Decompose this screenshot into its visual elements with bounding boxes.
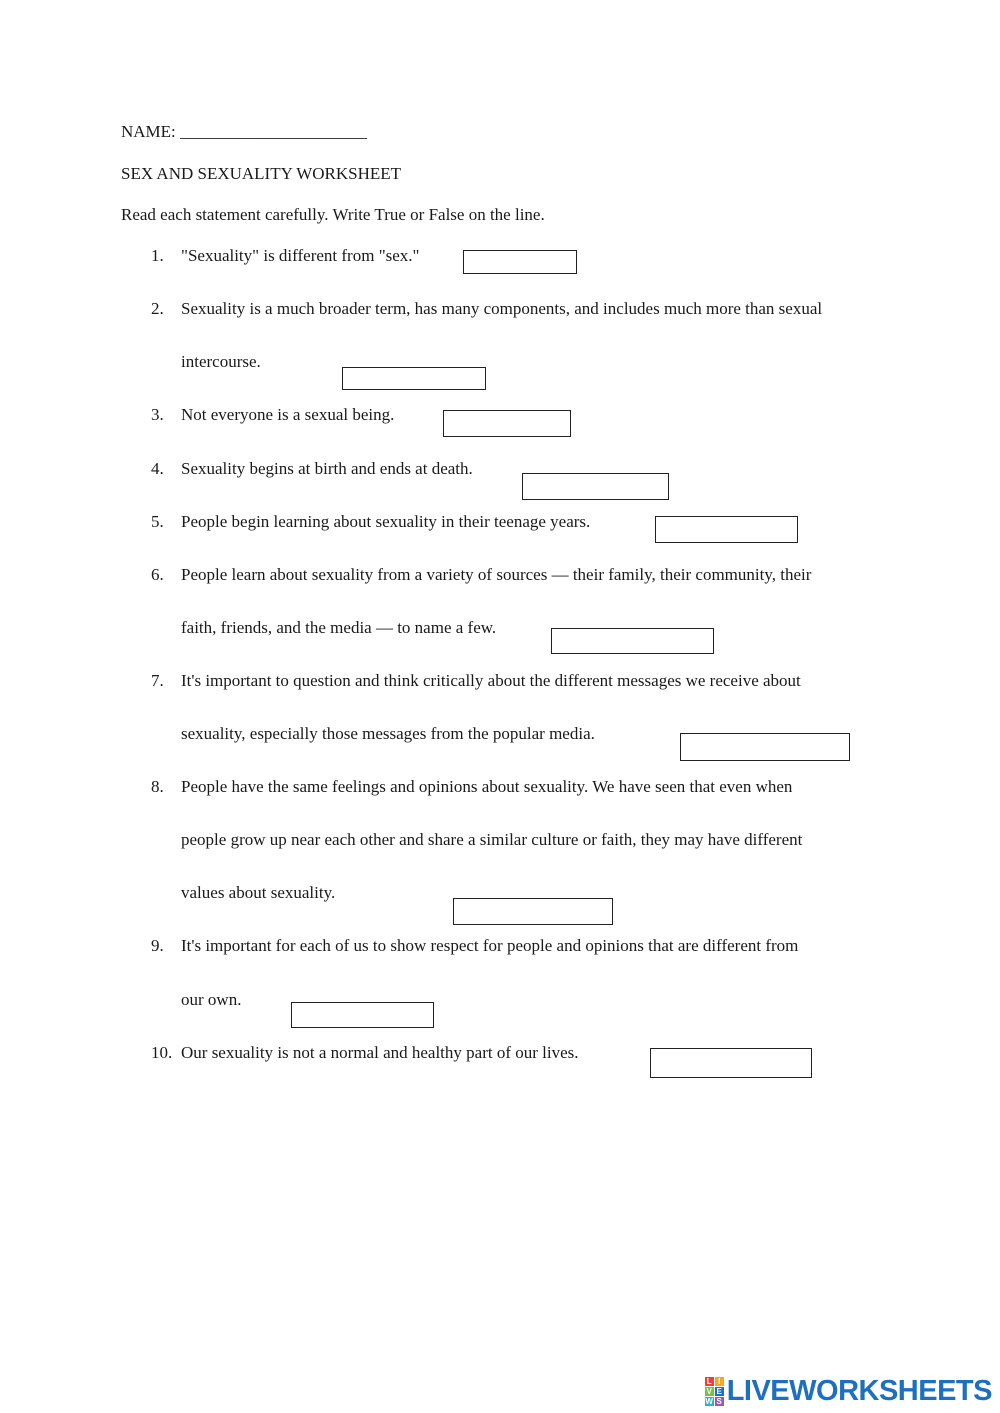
question-10-text: Our sexuality is not a normal and healthy part of our lives. [181,1043,579,1062]
question-2-text-line-2: intercourse. [181,352,261,371]
question-number: 8. [151,777,164,796]
question-number: 6. [151,565,164,584]
question-7-text-line-1: It's important to question and think critically about the different messages we receive about [181,671,801,690]
answer-box-6[interactable] [551,628,714,654]
question-9-text-line-2: our own. [181,990,242,1009]
question-6-text-line-1: People learn about sexuality from a variety of sources — their family, their community, their [181,565,812,584]
worksheet-title: SEX AND SEXUALITY WORKSHEET [121,164,402,183]
name-row [121,123,367,140]
question-number: 2. [151,299,164,318]
question-8-text-line-1: People have the same feelings and opinions about sexuality. We have seen that even when [181,777,793,796]
logo-letter: L [705,1377,714,1386]
question-8-text-line-2: people grow up near each other and share a similar culture or faith, they may have different [181,830,803,849]
question-number: 9. [151,936,164,955]
question-number: 3. [151,405,164,424]
question-1-text: "Sexuality" is different from "sex." [181,246,420,265]
name-label: NAME: [121,122,176,141]
question-number: 7. [151,671,164,690]
question-number: 4. [151,459,164,478]
answer-box-8[interactable] [453,898,613,925]
question-4-text: Sexuality begins at birth and ends at death. [181,459,473,478]
answer-box-5[interactable] [655,516,798,543]
logo-letter: W [705,1397,713,1406]
question-7-text-line-2: sexuality, especially those messages from the popular media. [181,724,595,743]
question-9-text-line-1: It's important for each of us to show respect for people and opinions that are different from [181,936,799,955]
question-3-text: Not everyone is a sexual being. [181,405,395,424]
logo-letter: V [706,1387,712,1396]
logo-mark-icon [705,1377,724,1406]
logo-letter: S [716,1397,722,1406]
question-6-text-line-2: faith, friends, and the media — to name a few. [181,618,497,637]
liveworksheets-logo [705,1375,992,1408]
answer-box-4[interactable] [522,473,669,500]
instructions: Read each statement carefully. Write True or False on the line. [121,205,545,224]
answer-box-3[interactable] [443,410,571,437]
answer-box-1[interactable] [463,250,577,274]
question-number: 5. [151,512,164,531]
answer-box-2[interactable] [342,367,486,390]
brand-name: LIVEWORKSHEETS [726,1375,992,1407]
answer-box-9[interactable] [291,1002,434,1028]
question-2-text-line-1: Sexuality is a much broader term, has many components, and includes much more than sexual [181,299,823,318]
answer-box-10[interactable] [650,1048,812,1078]
name-line: ______________________ [180,122,368,141]
question-number: 1. [151,246,164,265]
question-8-text-line-3: values about sexuality. [181,883,336,902]
question-5-text: People begin learning about sexuality in their teenage years. [181,512,591,531]
answer-box-7[interactable] [680,733,850,761]
question-number: 10. [151,1043,173,1062]
logo-letter: E [716,1387,722,1396]
logo-letter: I [715,1377,724,1386]
